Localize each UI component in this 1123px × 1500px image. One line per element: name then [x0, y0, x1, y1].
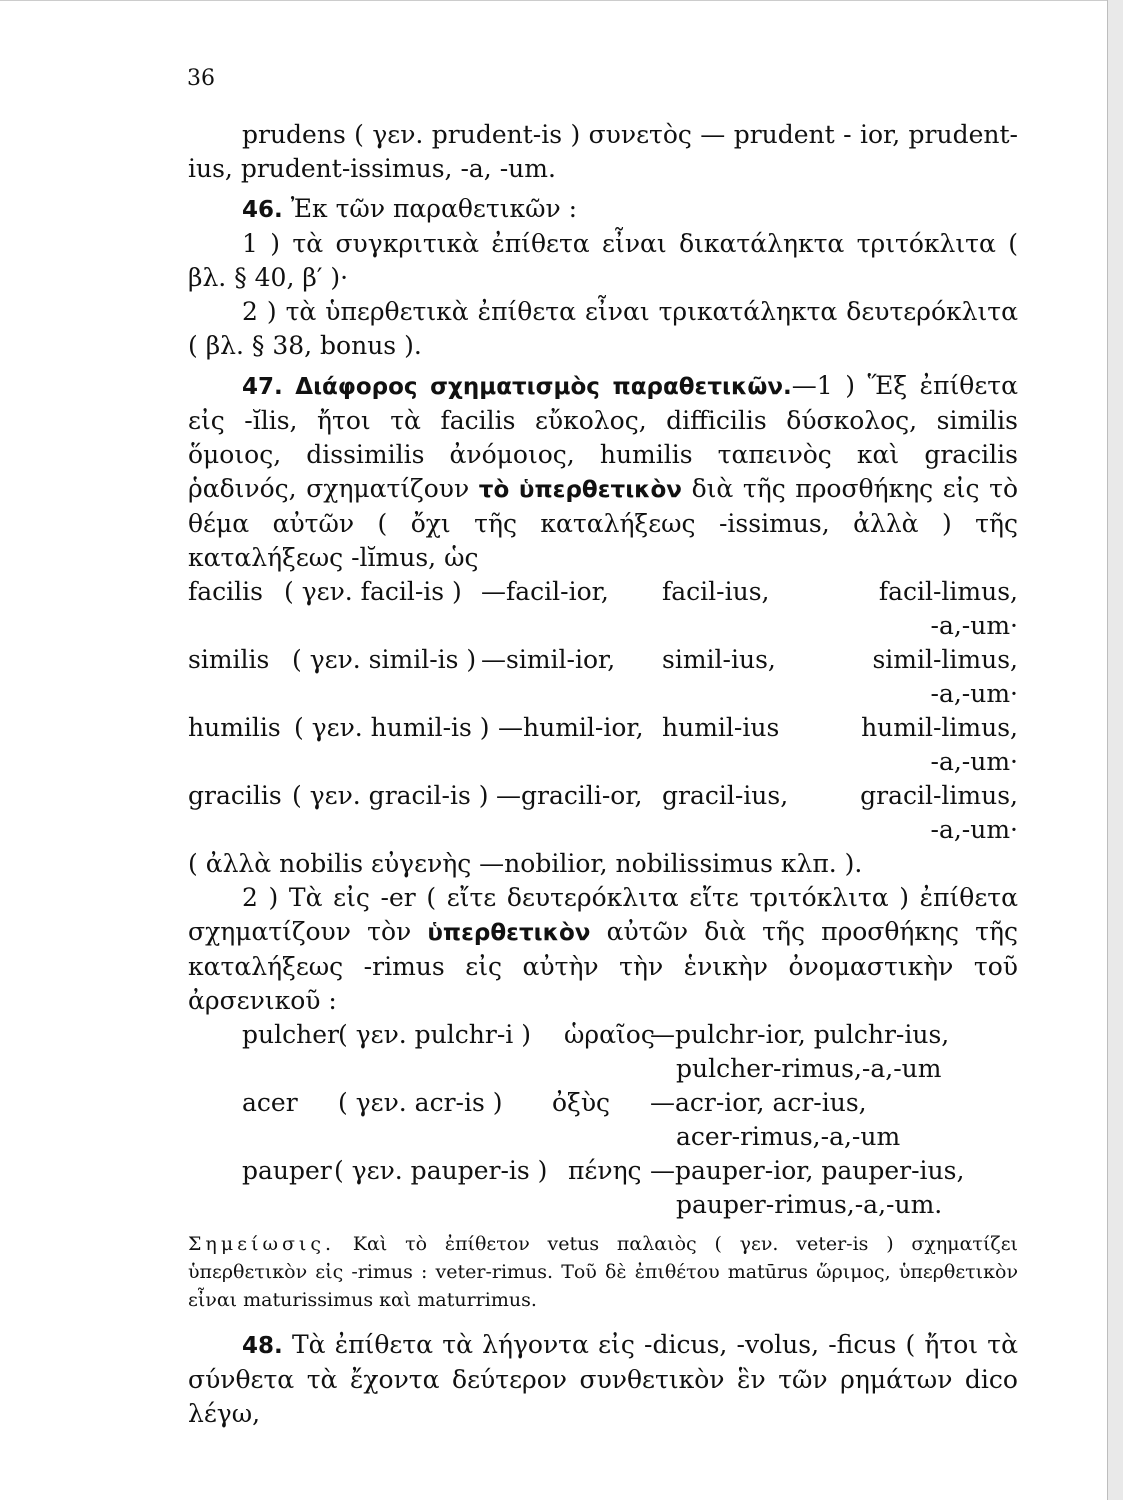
table-row [188, 643, 1018, 677]
row-genitive: ( γεν. facil-is ) [284, 577, 462, 606]
section-46-item-2: 2 ) τὰ ὑπερθετικὰ ἐπίθετα εἶναι τρικατάληκτα δευτερόκλιτα ( βλ. § 38, bonus ). [188, 297, 1018, 360]
point-2-text-a: 2 ) Τὰ εἰς -er ( εἴτε δευτερόκλιτα εἴτε τριτόκλιτα ) ἐπίθετα σχηματίζουν τὸν [188, 883, 1018, 946]
table-row [188, 779, 1018, 813]
row-word: facilis [188, 577, 263, 606]
section-47-bold: τὸ ὑπερθετικὸν [478, 477, 682, 503]
row-superlative: facil-limus, [878, 577, 1018, 606]
intro-line-2: ius, prudent-issimus, -a, -um. [188, 154, 556, 183]
example-genitive: ( γεν. pulchr-i ) [338, 1020, 531, 1049]
table-row-continuation [188, 609, 1018, 643]
row-comparative: —facil-ior, [481, 577, 609, 606]
row-comparative: —gracili-or, [496, 781, 643, 810]
table-row-continuation [188, 813, 1018, 847]
next-page-edge [1107, 0, 1123, 1500]
example-row-continuation [188, 1052, 1018, 1086]
row-comparative: —humil-ior, [498, 713, 644, 742]
table-row [188, 711, 1018, 745]
section-47-point-2 [188, 881, 1018, 1018]
row-genitive: ( γεν. humil-is ) [294, 713, 490, 742]
section-47-paragraph [188, 369, 1018, 575]
example-word: acer [242, 1088, 298, 1117]
section-47-number: 47. [242, 374, 283, 400]
row-word: gracilis [188, 781, 282, 810]
example-row-continuation [188, 1188, 1018, 1222]
example-greek: ὡραῖος [564, 1020, 655, 1049]
row-superlative: simil-limus, [872, 645, 1018, 674]
section-48-paragraph [188, 1328, 1018, 1431]
row-adverb: facil-ius, [662, 577, 770, 606]
example-forms-1: —acr-ior, acr-ius, [650, 1088, 867, 1117]
row-adverb: simil-ius, [662, 645, 776, 674]
ilis-table [188, 575, 1018, 847]
section-46-number: 46. [242, 197, 283, 223]
row-comparative: —simil-ior, [481, 645, 616, 674]
row-ending: -a,-um· [930, 611, 1018, 640]
example-genitive: ( γεν. acr-is ) [338, 1088, 503, 1117]
example-row [188, 1086, 1018, 1120]
example-forms-1: —pulchr-ior, pulchr-ius, [650, 1020, 950, 1049]
table-row-continuation [188, 677, 1018, 711]
example-forms-2: acer-rimus,-a,-um [676, 1122, 901, 1151]
table-row-continuation [188, 745, 1018, 779]
example-row [188, 1154, 1018, 1188]
row-genitive: ( γεν. gracil-is ) [292, 781, 489, 810]
section-48-text: Τὰ ἐπίθετα τὰ λήγοντα εἰς -dicus, -volus, -ficus ( ἤτοι τὰ σύνθετα τὰ ἔχοντα δεύτερον συνθετικὸν ἓν τῶν ρημάτων dico λέγω, [188, 1330, 1018, 1428]
row-genitive: ( γεν. simil-is ) [292, 645, 477, 674]
row-adverb: humil-ius [662, 713, 780, 742]
section-47-text-b: διὰ τῆς προσθήκης εἰς τὸ θέμα αὐτῶν ( ὄχι τῆς καταλήξεως -issimus, ἀλλὰ ) τῆς καταλήξεως -lĭmus, ὡς [188, 474, 1019, 572]
example-greek: ὀξὺς [552, 1088, 611, 1117]
section-46-item-1: 1 ) τὰ συγκριτικὰ ἐπίθετα εἶναι δικατάληκτα τριτόκλιτα ( βλ. § 40, β′ )· [188, 229, 1018, 292]
table-row [188, 575, 1018, 609]
row-ending: -a,-um· [930, 815, 1018, 844]
row-adverb: gracil-ius, [662, 781, 789, 810]
example-row-continuation [188, 1120, 1018, 1154]
page-fold-line [0, 0, 1123, 1]
note-paragraph [188, 1230, 1018, 1314]
row-superlative: humil-limus, [861, 713, 1018, 742]
example-forms-2: pulcher-rimus,-a,-um [676, 1054, 942, 1083]
example-word: pauper [242, 1156, 332, 1185]
example-genitive: ( γεν. pauper-is ) [334, 1156, 548, 1185]
row-superlative: gracil-limus, [860, 781, 1018, 810]
example-forms-1: —pauper-ior, pauper-ius, [650, 1156, 965, 1185]
row-ending: -a,-um· [930, 747, 1018, 776]
section-46-title: Ἐκ τῶν παραθετικῶν : [290, 194, 578, 223]
example-forms-2: pauper-rimus,-a,-um. [676, 1190, 943, 1219]
section-47-text-a: —1 ) Ἕξ ἐπίθετα εἰς -ĭlis, ἤτοι τὰ facilis εὔκολος, difficilis δύσκολος, similis ὅμοιος, dissimilis ἀνόμοιος, humilis ταπεινὸς καὶ gracilis ῥαδινός, σχηματίζουν [188, 371, 1019, 503]
nobilis-line: ( ἀλλὰ nobilis εὐγενὴς —nobilior, nobilissimus κλπ. ). [188, 849, 863, 878]
page-number: 36 [187, 66, 215, 91]
note-label: Σημείωσις. [188, 1233, 336, 1255]
row-ending: -a,-um· [930, 679, 1018, 708]
note-text: Καὶ τὸ ἐπίθετον vetus παλαιὸς ( γεν. veter-is ) σχηματίζει ὑπερθετικὸν εἰς -rimus : veter-rimus. Τοῦ δὲ ἐπιθέτου matūrus ὥριμος, ὑπερθετικὸν εἶναι maturissimus καὶ maturrimus. [188, 1233, 1018, 1311]
point-2-bold: ὑπερθετικὸν [427, 920, 591, 946]
section-48-number: 48. [242, 1333, 283, 1359]
example-word: pulcher [242, 1020, 339, 1049]
intro-line-1: prudens ( γεν. prudent-is ) συνετὸς — prudent - ior, prudent- [242, 120, 1018, 149]
example-greek: πένης [568, 1156, 642, 1185]
er-examples [188, 1018, 1018, 1222]
page-body [188, 118, 1018, 1431]
example-row [188, 1018, 1018, 1052]
row-word: humilis [188, 713, 281, 742]
section-46-heading [188, 192, 1018, 227]
row-word: similis [188, 645, 270, 674]
point-2-text-b: αὐτῶν διὰ τῆς προσθήκης τῆς καταλήξεως -rimus εἰς αὐτὴν τὴν ἑνικὴν ὀνομαστικὴν τοῦ ἀρσενικοῦ : [188, 917, 1018, 1015]
section-47-title: Διάφορος σχηματισμὸς παραθετικῶν. [295, 374, 792, 400]
